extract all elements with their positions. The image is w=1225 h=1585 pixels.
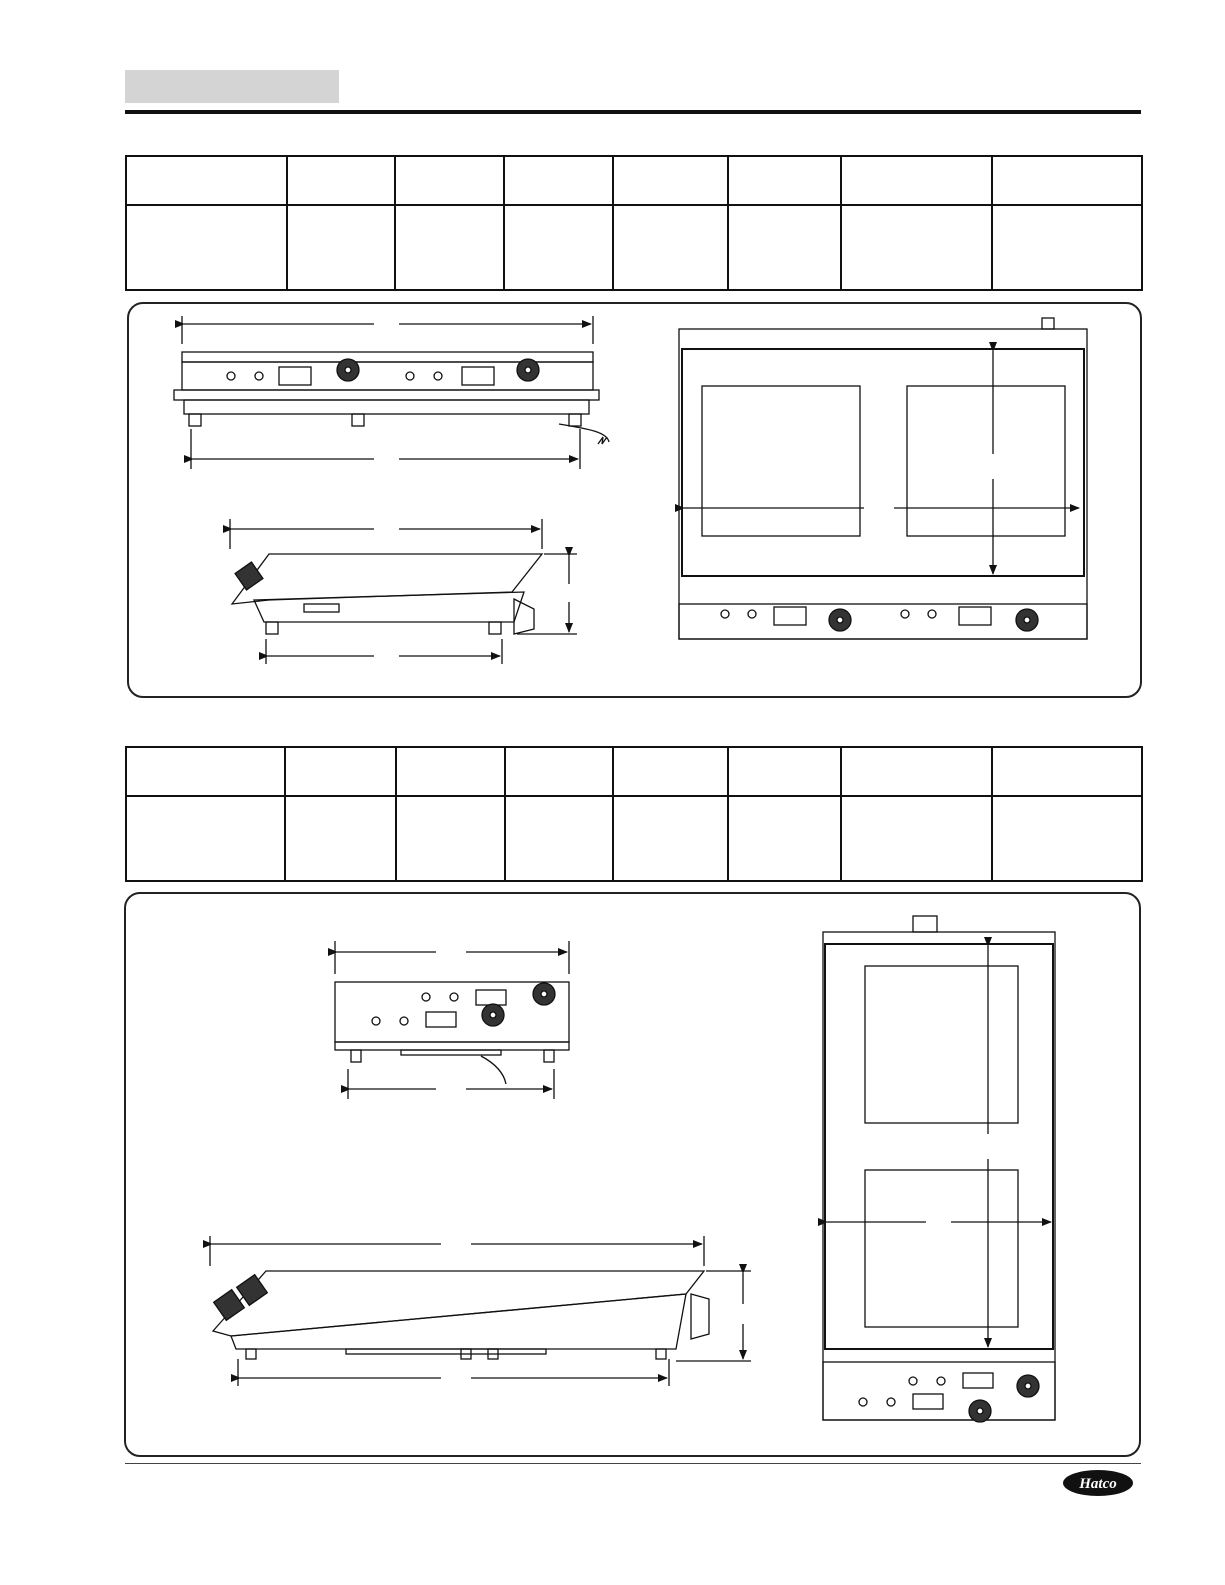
drawing-panel-2-svg	[126, 894, 1139, 1455]
table-cell	[395, 205, 504, 290]
drawing-panel-1	[127, 302, 1142, 698]
table-header-cell	[395, 156, 504, 205]
table-header-cell	[841, 747, 992, 796]
top-view-drawing	[823, 916, 1055, 1422]
table-cell	[285, 796, 396, 881]
section-tab	[125, 70, 339, 103]
table-header-cell	[613, 747, 728, 796]
table-cell	[287, 205, 395, 290]
front-view-drawing	[335, 941, 569, 1099]
table-cell	[505, 796, 613, 881]
table-header-cell	[126, 747, 285, 796]
svg-text:Hatco: Hatco	[1079, 1476, 1117, 1492]
table-header-row	[126, 156, 1142, 205]
table-row	[126, 796, 1142, 881]
top-view-drawing	[679, 318, 1087, 639]
table-header-cell	[728, 747, 841, 796]
table-header-cell	[396, 747, 505, 796]
drawing-panel-2	[124, 892, 1141, 1457]
table-cell	[841, 205, 992, 290]
spec-table-1	[125, 155, 1143, 291]
table-cell	[504, 205, 613, 290]
table-header-cell	[285, 747, 396, 796]
table-cell	[613, 205, 728, 290]
table-header-cell	[287, 156, 395, 205]
footer-rule	[125, 1463, 1141, 1464]
table-header-row	[126, 747, 1142, 796]
table-cell	[992, 205, 1142, 290]
side-view-drawing	[230, 519, 577, 664]
table-row	[126, 205, 1142, 290]
table-cell	[728, 796, 841, 881]
table-header-cell	[505, 747, 613, 796]
side-view-drawing	[210, 1236, 751, 1386]
table-header-cell	[992, 156, 1142, 205]
table-header-cell	[504, 156, 613, 205]
table-cell	[728, 205, 841, 290]
front-view-drawing	[174, 316, 609, 469]
table-cell	[396, 796, 505, 881]
table-header-cell	[728, 156, 841, 205]
table-cell	[841, 796, 992, 881]
table-header-cell	[613, 156, 728, 205]
header-rule	[125, 110, 1141, 114]
table-header-cell	[126, 156, 287, 205]
hatco-logo	[1062, 1469, 1134, 1497]
table-cell	[126, 205, 287, 290]
table-header-cell	[841, 156, 992, 205]
spec-table-2	[125, 746, 1143, 882]
drawing-panel-1-svg	[129, 304, 1140, 696]
table-cell	[613, 796, 728, 881]
table-cell	[126, 796, 285, 881]
table-header-cell	[992, 747, 1142, 796]
table-cell	[992, 796, 1142, 881]
